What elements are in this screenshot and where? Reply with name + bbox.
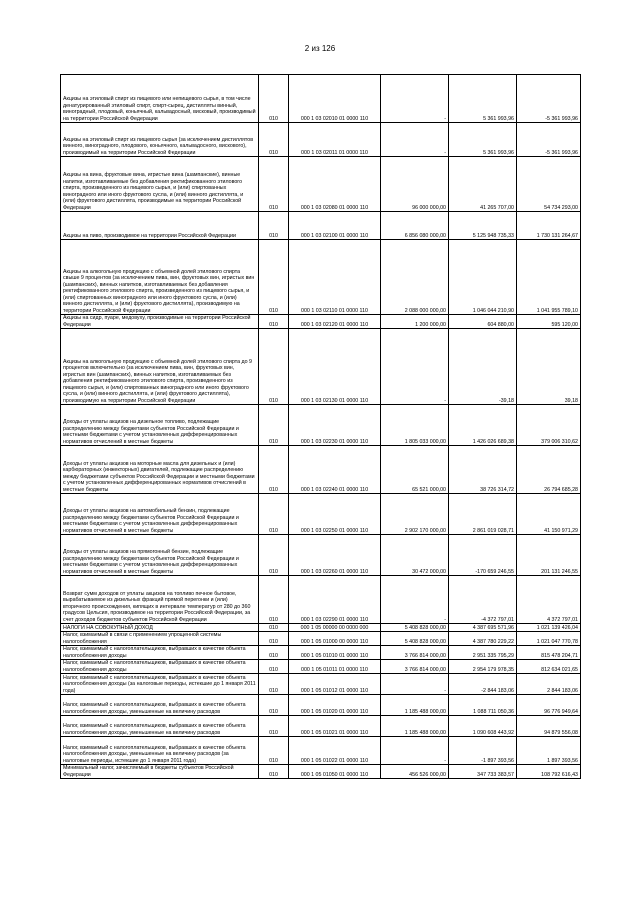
row-approved-cell: - [381, 123, 449, 157]
row-kbk-cell: 000 1 03 02011 01 0000 110 [289, 123, 381, 157]
table-row [61, 660, 581, 674]
row-unexecuted-cell: 812 634 021,65 [517, 660, 581, 674]
row-name-cell: Акцизы на сидр, пуаре, медовуху, производимые на территории Российской Федерации [61, 315, 259, 329]
row-name-cell: Доходы от уплаты акцизов на дизельное топливо, подлежащие распределению между бюджетами субъектов Российской Федерации и местными бюджетами с учетом установленных дифференцированных нормативов отчислений в местные бюджеты [61, 405, 259, 446]
row-approved-cell: - [381, 75, 449, 123]
table-row [61, 674, 581, 695]
table-row [61, 695, 581, 716]
row-approved-cell: 6 856 080 000,00 [381, 212, 449, 240]
row-approved-cell: - [381, 329, 449, 405]
row-name-cell: Акцизы на этиловый спирт из пищевого или непищевого сырья, в том числе денатурированный этиловый спирт, спирт-сырец, дистилляты винный, виноградный, плодовый, коньячный, кальвадосный, висковый, производимый на территории Российской Федерации [61, 75, 259, 123]
row-code-cell: 010 [259, 737, 289, 765]
row-kbk-cell: 000 1 05 01011 01 0000 110 [289, 660, 381, 674]
row-name-cell: Акцизы на алкогольную продукцию с объемной долей этилового спирта свыше 9 процентов (за исключением пива, вин, фруктовых вин, игристых вин (шампанских), винных напитков, изготавливаемых без добавления ректификованного этилового спирта, произведенного из пищевого сырья, и (или) спиртованных виноградного или иного фруктового сусла, и (или) винного дистиллята, и (или) фруктового дистиллята), производимую на территории Российской Федерации [61, 240, 259, 315]
row-approved-cell: 96 000 000,00 [381, 157, 449, 212]
table-row [61, 624, 581, 632]
row-code-cell: 010 [259, 632, 289, 646]
row-name-cell: Налог, взимаемый в связи с применением упрощенной системы налогообложения [61, 632, 259, 646]
row-approved-cell: 65 521 000,00 [381, 446, 449, 494]
row-unexecuted-cell: 108 792 616,43 [517, 765, 581, 779]
table-row [61, 737, 581, 765]
row-name-cell: Минимальный налог, зачисляемый в бюджеты субъектов Российской Федерации [61, 765, 259, 779]
row-executed-cell: 4 387 695 571,96 [449, 624, 517, 632]
row-code-cell: 010 [259, 123, 289, 157]
row-executed-cell: 347 733 383,57 [449, 765, 517, 779]
row-executed-cell: -1 897 393,56 [449, 737, 517, 765]
row-name-cell: Налог, взимаемый с налогоплательщиков, выбравших в качестве объекта налогообложения доходы, уменьшенные на величину расходов (за налоговые периоды, истекшие до 1 января 2011 года) [61, 737, 259, 765]
row-executed-cell: 2 951 335 795,29 [449, 646, 517, 660]
row-name-cell: Налог, взимаемый с налогоплательщиков, выбравших в качестве объекта налогообложения доходы, уменьшенные на величину расходов [61, 695, 259, 716]
row-name-cell: Акцизы на алкогольную продукцию с объемной долей этилового спирта до 9 процентов включительно (за исключением пива, вин, фруктовых вин, игристых вин (шампанских), винных напитков, изготавливаемых без добавления ректификованного этилового спирта, произведенного из пищевого сырья, и (или) спиртованных виноградного или иного фруктового сусла, и (или) винного дистиллята, и (или) фруктового дистиллята), производимую на территории Российской Федерации [61, 329, 259, 405]
table-row [61, 765, 581, 779]
row-unexecuted-cell: 26 794 685,28 [517, 446, 581, 494]
row-executed-cell: 1 046 044 210,90 [449, 240, 517, 315]
row-kbk-cell: 000 1 03 02260 01 0000 110 [289, 535, 381, 576]
row-name-cell: Доходы от уплаты акцизов на прямогонный бензин, подлежащие распределению между бюджетами субъектов Российской Федерации и местными бюджетами с учетом установленных дифференцированных нормативов отчислений в местные бюджеты [61, 535, 259, 576]
row-approved-cell: 1 185 488 000,00 [381, 716, 449, 737]
row-executed-cell: 2 954 179 978,35 [449, 660, 517, 674]
row-kbk-cell: 000 1 05 01012 01 0000 110 [289, 674, 381, 695]
row-executed-cell: 5 125 948 735,33 [449, 212, 517, 240]
row-approved-cell: 5 408 828 000,00 [381, 632, 449, 646]
table-row [61, 535, 581, 576]
page-number-header: 2 из 126 [304, 44, 336, 53]
row-executed-cell: -4 372 797,01 [449, 576, 517, 624]
row-code-cell: 010 [259, 75, 289, 123]
row-unexecuted-cell: 4 372 797,01 [517, 576, 581, 624]
row-name-cell: Налог, взимаемый с налогоплательщиков, выбравших в качестве объекта налогообложения доходы [61, 646, 259, 660]
row-code-cell: 010 [259, 695, 289, 716]
table-row [61, 716, 581, 737]
row-unexecuted-cell: 41 150 971,29 [517, 494, 581, 535]
row-approved-cell: - [381, 576, 449, 624]
row-unexecuted-cell: 94 879 556,08 [517, 716, 581, 737]
row-code-cell: 010 [259, 660, 289, 674]
row-executed-cell: 5 361 993,96 [449, 75, 517, 123]
row-kbk-cell: 000 1 03 02240 01 0000 110 [289, 446, 381, 494]
table-row [61, 646, 581, 660]
row-executed-cell: -2 844 183,06 [449, 674, 517, 695]
row-unexecuted-cell: 96 776 949,64 [517, 695, 581, 716]
row-name-cell: Доходы от уплаты акцизов на автомобильный бензин, подлежащие распределению между бюджетами субъектов Российской Федерации и местными бюджетами с учетом установленных дифференцированных нормативов отчислений в местные бюджеты [61, 494, 259, 535]
row-kbk-cell: 000 1 05 00000 00 0000 000 [289, 624, 381, 632]
table-row [61, 212, 581, 240]
row-approved-cell: 1 200 000,00 [381, 315, 449, 329]
row-kbk-cell: 000 1 03 02250 01 0000 110 [289, 494, 381, 535]
row-executed-cell: 41 265 707,00 [449, 157, 517, 212]
table-row [61, 446, 581, 494]
row-name-cell: Налог, взимаемый с налогоплательщиков, выбравших в качестве объекта налогообложения доходы, уменьшенные на величину расходов [61, 716, 259, 737]
row-code-cell: 010 [259, 765, 289, 779]
table-row [61, 329, 581, 405]
table-row [61, 157, 581, 212]
row-executed-cell: 38 726 314,72 [449, 446, 517, 494]
row-code-cell: 010 [259, 315, 289, 329]
row-code-cell: 010 [259, 624, 289, 632]
row-code-cell: 010 [259, 576, 289, 624]
row-name-cell: Возврат сумм доходов от уплаты акцизов на топливо печное бытовое, вырабатываемое из дизельных фракций прямой перегонки и (или) вторичного происхождения, кипящих в интервале температур от 280 до 360 градусов Цельсия, производимое на территории Российской Федерации, за счет доходов бюджетов субъектов Российской Федерации [61, 576, 259, 624]
row-kbk-cell: 000 1 03 02080 01 0000 110 [289, 157, 381, 212]
row-unexecuted-cell: 1 730 131 264,67 [517, 212, 581, 240]
row-approved-cell: 2 088 000 000,00 [381, 240, 449, 315]
row-approved-cell: - [381, 737, 449, 765]
row-approved-cell: 5 408 828 000,00 [381, 624, 449, 632]
row-code-cell: 010 [259, 212, 289, 240]
row-unexecuted-cell: 54 734 293,00 [517, 157, 581, 212]
row-code-cell: 010 [259, 329, 289, 405]
row-kbk-cell: 000 1 03 02120 01 0000 110 [289, 315, 381, 329]
row-kbk-cell: 000 1 05 01010 01 0000 110 [289, 646, 381, 660]
row-code-cell: 010 [259, 674, 289, 695]
row-name-cell: Доходы от уплаты акцизов на моторные масла для дизельных и (или) карбюраторных (инжекторных) двигателей, подлежащие распределению между бюджетами субъектов Российской Федерации и местными бюджетами с учетом установленных дифференцированных нормативов отчислений в местные бюджеты [61, 446, 259, 494]
row-name-cell: Акцизы на пиво, производимое на территории Российской Федерации [61, 212, 259, 240]
row-name-cell: Налог, взимаемый с налогоплательщиков, выбравших в качестве объекта налогообложения доходы [61, 660, 259, 674]
table-row [61, 405, 581, 446]
row-unexecuted-cell: -5 361 993,96 [517, 75, 581, 123]
row-executed-cell: 604 880,00 [449, 315, 517, 329]
row-executed-cell: 4 387 780 229,22 [449, 632, 517, 646]
table-row [61, 315, 581, 329]
row-kbk-cell: 000 1 03 02290 01 0000 110 [289, 576, 381, 624]
row-unexecuted-cell: 201 131 246,55 [517, 535, 581, 576]
row-code-cell: 010 [259, 446, 289, 494]
row-kbk-cell: 000 1 05 01021 01 0000 110 [289, 716, 381, 737]
row-kbk-cell: 000 1 05 01020 01 0000 110 [289, 695, 381, 716]
row-approved-cell: 456 526 000,00 [381, 765, 449, 779]
row-unexecuted-cell: -5 361 993,96 [517, 123, 581, 157]
row-unexecuted-cell: 595 120,00 [517, 315, 581, 329]
row-approved-cell: 30 472 000,00 [381, 535, 449, 576]
row-unexecuted-cell: 1 041 955 789,10 [517, 240, 581, 315]
table-row [61, 240, 581, 315]
row-code-cell: 010 [259, 240, 289, 315]
row-unexecuted-cell: 39,18 [517, 329, 581, 405]
row-kbk-cell: 000 1 05 01050 01 0000 110 [289, 765, 381, 779]
row-approved-cell: 1 185 488 000,00 [381, 695, 449, 716]
row-executed-cell: 2 861 019 028,71 [449, 494, 517, 535]
row-code-cell: 010 [259, 157, 289, 212]
row-code-cell: 010 [259, 535, 289, 576]
row-unexecuted-cell: 1 897 393,56 [517, 737, 581, 765]
row-unexecuted-cell: 815 478 204,71 [517, 646, 581, 660]
row-unexecuted-cell: 379 006 310,62 [517, 405, 581, 446]
row-executed-cell: 1 426 026 689,38 [449, 405, 517, 446]
row-name-cell: Акцизы на этиловый спирт из пищевого сырья (за исключением дистиллятов винного, виноградного, плодового, коньячного, кальвадосного, вискового), производимый на территории Российской Федерации [61, 123, 259, 157]
row-unexecuted-cell: 1 021 139 426,04 [517, 624, 581, 632]
row-code-cell: 010 [259, 716, 289, 737]
row-name-cell: НАЛОГИ НА СОВОКУПНЫЙ ДОХОД [61, 624, 259, 632]
row-kbk-cell: 000 1 05 01022 01 0000 110 [289, 737, 381, 765]
row-executed-cell: -170 659 246,55 [449, 535, 517, 576]
row-name-cell: Налог, взимаемый с налогоплательщиков, выбравших в качестве объекта налогообложения доходы (за налоговые периоды, истекшие до 1 января 2011 года) [61, 674, 259, 695]
row-approved-cell: 3 766 814 000,00 [381, 660, 449, 674]
row-kbk-cell: 000 1 03 02130 01 0000 110 [289, 329, 381, 405]
row-executed-cell: 5 361 993,96 [449, 123, 517, 157]
row-kbk-cell: 000 1 03 02230 01 0000 110 [289, 405, 381, 446]
row-approved-cell: 1 805 033 000,00 [381, 405, 449, 446]
row-unexecuted-cell: 1 021 047 770,78 [517, 632, 581, 646]
row-code-cell: 010 [259, 646, 289, 660]
row-kbk-cell: 000 1 05 01000 00 0000 110 [289, 632, 381, 646]
row-executed-cell: 1 090 608 443,92 [449, 716, 517, 737]
table-row [61, 632, 581, 646]
table-row [61, 123, 581, 157]
row-unexecuted-cell: 2 844 183,06 [517, 674, 581, 695]
row-kbk-cell: 000 1 03 02100 01 0000 110 [289, 212, 381, 240]
row-kbk-cell: 000 1 03 02010 01 0000 110 [289, 75, 381, 123]
row-name-cell: Акцизы на вина, фруктовые вина, игристые вина (шампанские), винные напитки, изготавливаемые без добавления ректификованного этилового спирта, произведенного из пищевого сырья, и (или) спиртованных виноградного или иного фруктового сусла, и (или) винного дистиллята, и (или) фруктового дистиллята, производимые на территории Российской Федерации [61, 157, 259, 212]
row-executed-cell: 1 088 711 050,36 [449, 695, 517, 716]
row-executed-cell: -39,18 [449, 329, 517, 405]
table-row [61, 494, 581, 535]
row-code-cell: 010 [259, 494, 289, 535]
row-approved-cell: 3 766 814 000,00 [381, 646, 449, 660]
table-row [61, 75, 581, 123]
row-approved-cell: - [381, 674, 449, 695]
row-code-cell: 010 [259, 405, 289, 446]
table-row [61, 576, 581, 624]
row-approved-cell: 2 902 170 000,00 [381, 494, 449, 535]
row-kbk-cell: 000 1 03 02110 01 0000 110 [289, 240, 381, 315]
revenue-table [60, 74, 581, 779]
